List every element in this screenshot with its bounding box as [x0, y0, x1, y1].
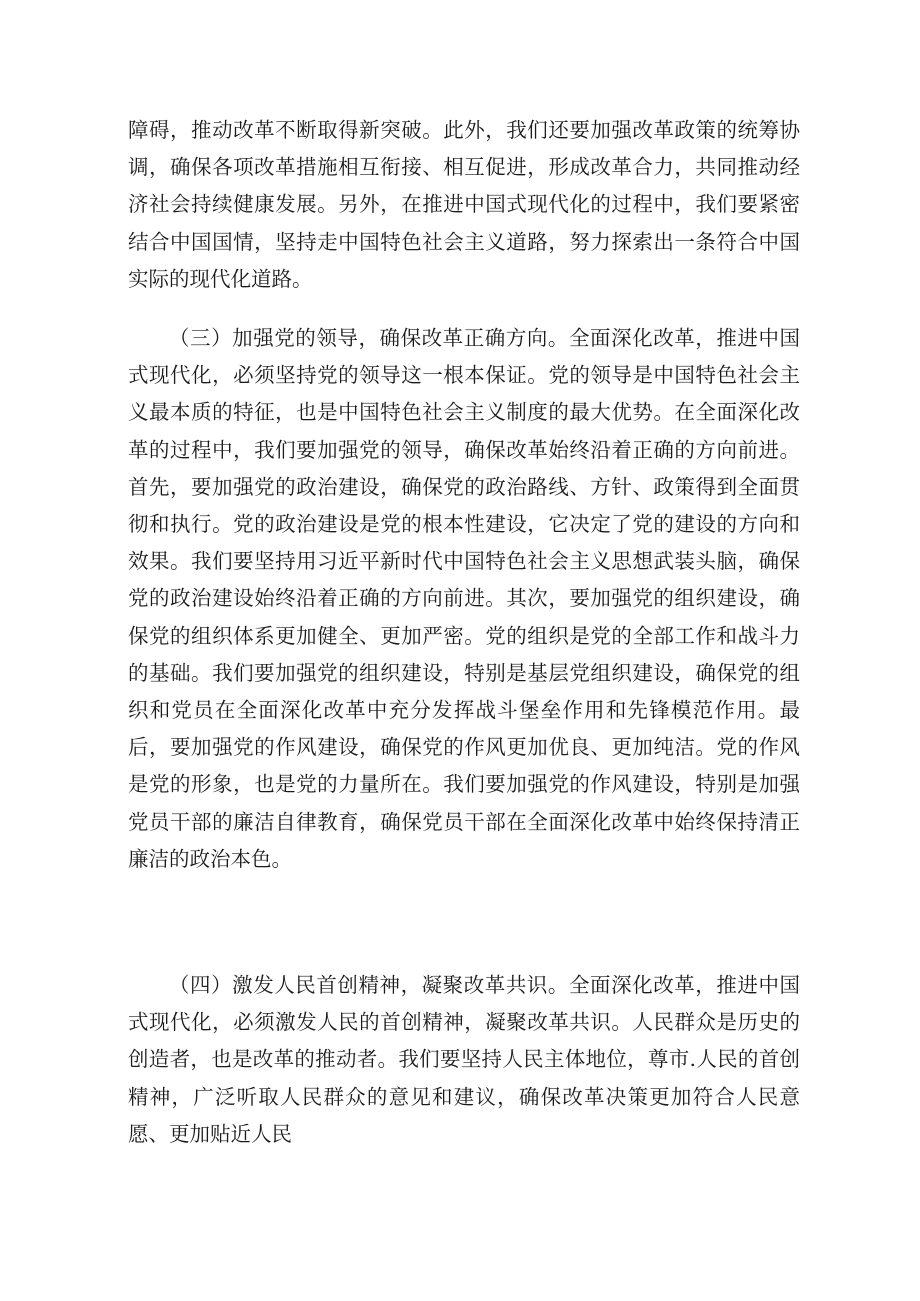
- paragraph-section-four: （四）激发人民首创精神，凝聚改革共识。全面深化改革，推进中国式现代化，必须激发人民的首创精神，凝聚改革共识。人民群众是历史的创造者，也是改革的推动者。我们要坚持人民主体地位，尊市.人民的首创精神，广泛听取人民群众的意见和建议，确保改革决策更加符合人民意愿、更加贴近人民: [128, 973, 800, 1146]
- paragraph-section-three: （三）加强党的领导，确保改革正确方向。全面深化改革，推进中国式现代化，必须坚持党的领导这一根本保证。党的领导是中国特色社会主义最本质的特征，也是中国特色社会主义制度的最大优势。在全面深化改革的过程中，我们要加强党的领导，确保改革始终沿着正确的方向前进。首先，要加强党的政治建设，确保党的政治路线、方针、政策得到全面贯彻和执行。党的政治建设是党的根本性建设，它决定了党的建设的方向和效果。我们要坚持用习近平新时代中国特色社会主义思想武装头脑，确保党的政治建设始终沿着正确的方向前进。其次，要加强党的组织建设，确保党的组织体系更加健全、更加严密。党的组织是党的全部工作和战斗力的基础。我们要加强党的组织建设，特别是基层党组织建设，确保党的组织和党员在全面深化改革中充分发挥战斗堡垒作用和先锋模范作用。最后，要加强党的作风建设，确保党的作风更加优良、更加纯洁。党的作风是党的形象，也是党的力量所在。我们要加强党的作风建设，特别是加强党员干部的廉洁自律教育，确保党员干部在全面深化改革中始终保持清正廉洁的政治本色。: [128, 326, 800, 871]
- paragraph-continuation: 障碍，推动改革不断取得新突破。此外，我们还要加强改革政策的统筹协调，确保各项改革措施相互衔接、相互促进，形成改革合力，共同推动经济社会持续健康发展。另外，在推进中国式现代化的过程中，我们要紧密结合中国国情，坚持走中国特色社会主义道路，努力探索出一条符合中国实际的现代化道路。: [128, 118, 800, 291]
